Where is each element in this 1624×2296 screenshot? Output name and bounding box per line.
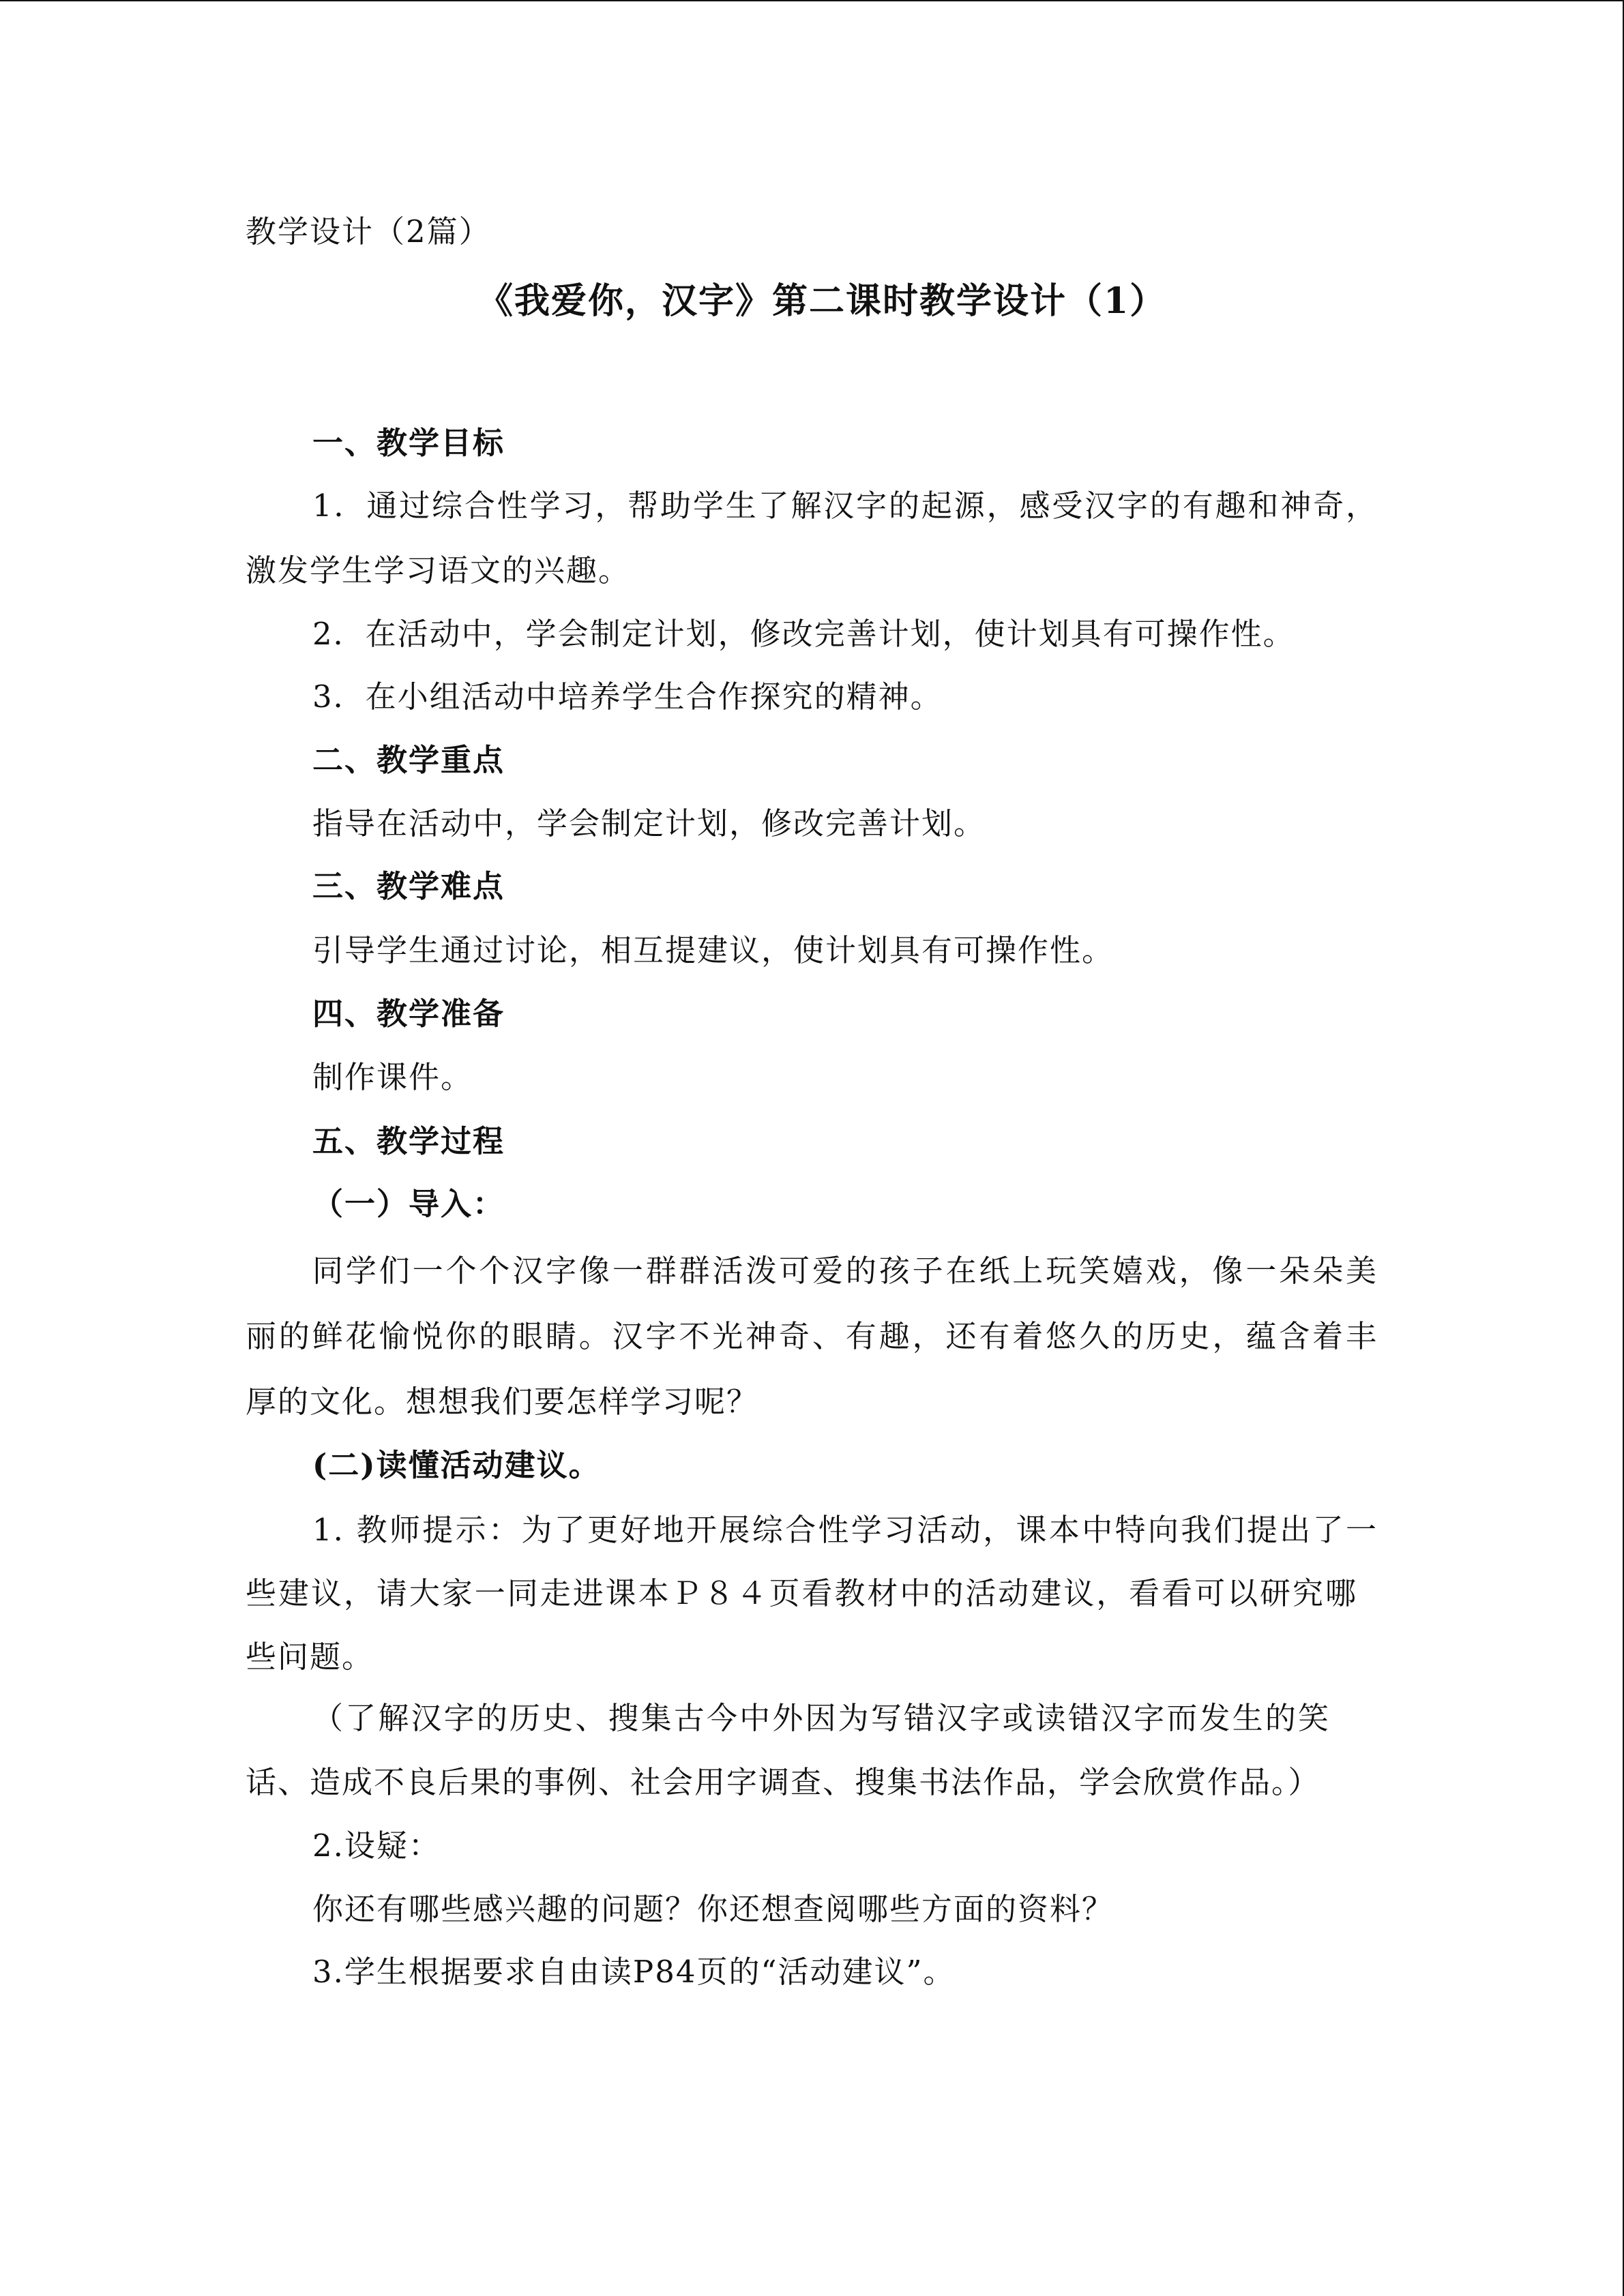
- step-1-line-2: 些建议，请大家一同走进课本Ｐ８４页看教材中的活动建议，看看可以研究哪: [246, 1575, 1357, 1611]
- step-1-line-3: 些问题。: [246, 1639, 374, 1675]
- step-1-line-1: 1. 教师提示：为了更好地开展综合性学习活动，课本中特向我们提出了一: [312, 1512, 1378, 1548]
- step-3: 3.学生根据要求自由读P84页的“活动建议”。: [312, 1954, 956, 1990]
- read-heading: (二)读懂活动建议。: [312, 1447, 601, 1483]
- difficulty-text: 引导学生通过讨论，相互提建议，使计划具有可操作性。: [312, 932, 1114, 968]
- focus-text: 指导在活动中，学会制定计划，修改完善计划。: [312, 805, 986, 841]
- process-heading: 五、教学过程: [312, 1123, 505, 1159]
- difficulty-heading: 三、教学难点: [312, 868, 505, 904]
- step-2-text: 你还有哪些感兴趣的问题？你还想查阅哪些方面的资料？: [312, 1891, 1114, 1927]
- document-header: 教学设计（2篇）: [246, 213, 491, 250]
- intro-line-2: 丽的鲜花愉悦你的眼睛。汉字不光神奇、有趣，还有着悠久的历史，蕴含着丰: [246, 1318, 1378, 1354]
- goal-1-line-2: 激发学生学习语文的兴趣。: [246, 552, 631, 588]
- intro-line-1: 同学们一个个汉字像一群群活泼可爱的孩子在纸上玩笑嬉戏，像一朵朵美: [312, 1253, 1378, 1289]
- note-line-2: 话、造成不良后果的事例、社会用字调查、搜集书法作品，学会欣赏作品。）: [246, 1764, 1320, 1800]
- note-line-1: （了解汉字的历史、搜集古今中外因为写错汉字或读错汉字而发生的笑: [312, 1700, 1330, 1736]
- prep-heading: 四、教学准备: [312, 996, 505, 1032]
- goal-1-line-1: 1．通过综合性学习，帮助学生了解汉字的起源，感受汉字的有趣和神奇，: [312, 488, 1378, 524]
- goal-3: 3．在小组活动中培养学生合作探究的精神。: [312, 679, 943, 715]
- focus-heading: 二、教学重点: [312, 742, 505, 778]
- goal-2: 2．在活动中，学会制定计划，修改完善计划，使计划具有可操作性。: [312, 616, 1295, 652]
- intro-line-3: 厚的文化。想想我们要怎样学习呢？: [246, 1384, 759, 1420]
- step-2-label: 2.设疑：: [312, 1828, 441, 1864]
- document-title: 《我爱你，汉字》第二课时教学设计（1）: [477, 280, 1167, 322]
- goals-heading: 一、教学目标: [312, 425, 505, 461]
- intro-heading: （一）导入：: [312, 1186, 505, 1222]
- prep-text: 制作课件。: [312, 1059, 473, 1095]
